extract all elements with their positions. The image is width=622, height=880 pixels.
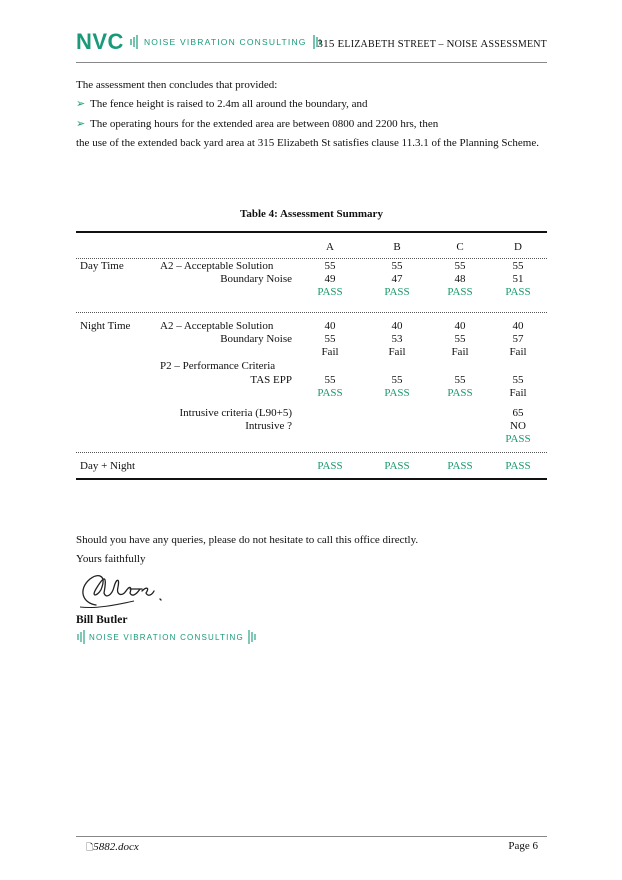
sub-label: Boundary Noise [220,333,292,345]
table-cell: 40 [454,320,466,332]
table-cell: 51 [512,273,524,285]
result-cell: PASS [447,460,473,472]
arrow-bullet-icon: ➢ [76,118,86,130]
result-cell: Fail [388,346,406,358]
period-label: Night Time [80,320,131,332]
table-cell: 55 [324,333,336,345]
result-cell: PASS [505,433,531,445]
result-cell: PASS [447,286,473,298]
signature-image [76,565,166,611]
table-cell: 49 [324,273,336,285]
table-cell: 55 [454,333,466,345]
soundwave-icon [76,630,86,644]
soundwave-icon [247,630,257,644]
column-header: B [393,241,401,253]
header-tagline: NOISE VIBRATION CONSULTING [143,37,307,47]
intro-paragraph: The assessment then concludes that provided: [76,79,278,91]
result-cell: PASS [505,460,531,472]
table-cell: 55 [454,260,466,272]
column-header: A [326,241,334,253]
table-cell: 48 [454,273,466,285]
signatory-name: Bill Butler [76,614,128,626]
table-cell: NO [510,420,526,432]
result-cell: PASS [384,460,410,472]
criterion-label: P2 – Performance Criteria [160,360,276,372]
column-header: D [514,241,522,253]
result-cell: PASS [384,286,410,298]
sub-label: TAS EPP [250,374,292,386]
table-caption: Table 4: Assessment Summary [240,208,383,220]
document-title: 315 ELIZABETH STREET – NOISE ASSESSMENT [317,38,547,50]
header-divider [76,62,547,63]
soundwave-icon [129,34,141,50]
criterion-label: A2 – Acceptable Solution [160,260,274,272]
result-cell: Fail [321,346,339,358]
signature-tagline: NOISE VIBRATION CONSULTING [89,632,244,642]
table-cell: 55 [454,374,466,386]
criterion-label: A2 – Acceptable Solution [160,320,274,332]
table-cell: 53 [391,333,403,345]
period-label: Day + Night [80,460,136,472]
result-cell: Fail [509,346,527,358]
sub-label: Boundary Noise [220,273,292,285]
page-number: Page 6 [508,840,538,852]
result-cell: PASS [505,286,531,298]
result-cell: PASS [317,286,343,298]
queries-paragraph: Should you have any queries, please do not hesitate to call this office directly. [76,534,419,546]
bullet-item: ➢ The fence height is raised to 2.4m all around the boundary, and [76,97,368,110]
result-cell: PASS [317,460,343,472]
footer-filename: 🗋5882.docx [86,841,139,853]
table-divider [76,258,547,259]
period-label: Day Time [80,260,124,272]
signature-logo [76,630,257,644]
result-cell: PASS [317,387,343,399]
bullet-item: ➢ The operating hours for the extended area are between 0800 and 2200 hrs, then [76,117,439,130]
table-cell: 65 [512,407,524,419]
logo-text: NVC [76,29,124,54]
table-cell: 57 [512,333,524,345]
header-logo [76,30,322,54]
table-top-rule [76,231,547,233]
result-cell: Fail [451,346,469,358]
footer-divider [76,836,547,837]
table-cell: 55 [512,260,524,272]
result-cell: PASS [447,387,473,399]
sub-label: Intrusive ? [245,420,292,432]
table-cell: 40 [512,320,524,332]
table-cell: 55 [324,374,336,386]
conclusion-paragraph: the use of the extended back yard area at 315 Elizabeth St satisfies clause 11.3.1 of the Planning Scheme. [76,137,539,149]
table-cell: 55 [324,260,336,272]
column-header: C [456,241,464,253]
result-cell: PASS [384,387,410,399]
table-cell: 40 [324,320,336,332]
sign-off: Yours faithfully [76,553,146,565]
sub-label: Intrusive criteria (L90+5) [179,407,292,419]
table-cell: 55 [391,260,403,272]
arrow-bullet-icon: ➢ [76,98,86,110]
table-cell: 47 [391,273,403,285]
table-divider [76,312,547,313]
table-cell: 55 [391,374,403,386]
result-cell: Fail [509,387,527,399]
table-cell: 55 [512,374,524,386]
table-cell: 40 [391,320,403,332]
table-bottom-rule [76,478,547,480]
table-divider [76,452,547,453]
document-icon: 🗋 [86,842,94,852]
